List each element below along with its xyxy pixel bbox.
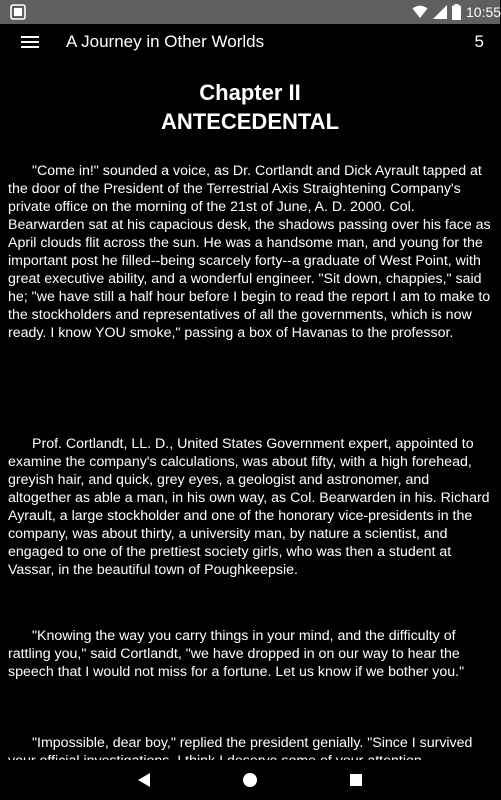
paragraph-4: "Impossible, dear boy," replied the president genially. "Since I survived [32, 735, 473, 751]
app-bar [0, 24, 500, 60]
status-time: 10:55 [466, 4, 501, 20]
chapter-heading [0, 76, 500, 136]
paragraph-2: Prof. Cortlandt, LL. D., United States Government expert, appointed to examine the company's calculations, was about fifty, with a high forehead, greyish hair, and quick, grey eyes, a geologist and astronomer, and altogether as able a man, in his own way, as Col. Bearwarden in his. Richard Ayrault, a large stockholder and one of the honorary vice-presidents in the company, was about thirty, a university man, by nature a scientist, and engaged to one of the prettiest society girls, who was then a student at Vassar, in the beautiful town of Poughkeepsie. [8, 436, 490, 578]
chapter-number: Chapter II [199, 80, 301, 105]
paragraph-3: "Knowing the way you carry things in your mind, and the difficulty of rattling you," said Cortlandt, "we have dropped in on our way to hear the speech that I would not miss for a fortune. Let us know if we bother you." [8, 628, 465, 680]
hamburger-menu-icon[interactable] [21, 36, 39, 48]
navigation-bar [0, 760, 500, 800]
back-triangle-icon[interactable] [137, 772, 151, 788]
signal-icon [433, 5, 447, 19]
status-bar [0, 0, 500, 24]
reading-content[interactable] [0, 76, 500, 760]
wifi-icon [412, 5, 428, 19]
recents-square-icon[interactable] [350, 774, 362, 786]
paragraph-1: "Come in!" sounded a voice, as Dr. Cortlandt and Dick Ayrault tapped at the door of the President of the Terrestrial Axis Straightening Company's private office on the morning of the 21st of June, A. D. 2000. Col. Bearwarden sat at his capacious desk, the shadows passing over his face as April clouds flit across the sun. He was a handsome man, and young for the important post he filled--being scarcely forty--a graduate of West Point, with great executive ability, and a wonderful engineer. "Sit down, chappies," said he; "we have still a half hour before I begin to read the report I am to make to the stockholders and representatives of all the governments, which is now ready. I know YOU smoke," passing a box of Havanas to the professor. [8, 163, 491, 341]
battery-icon [452, 4, 461, 20]
chapter-title: ANTECEDENTAL [160, 109, 340, 134]
notification-icon [10, 4, 26, 20]
page-number: 5 [474, 32, 484, 51]
book-title: A Journey in Other Worlds [66, 32, 265, 51]
home-circle-icon[interactable] [242, 772, 258, 788]
